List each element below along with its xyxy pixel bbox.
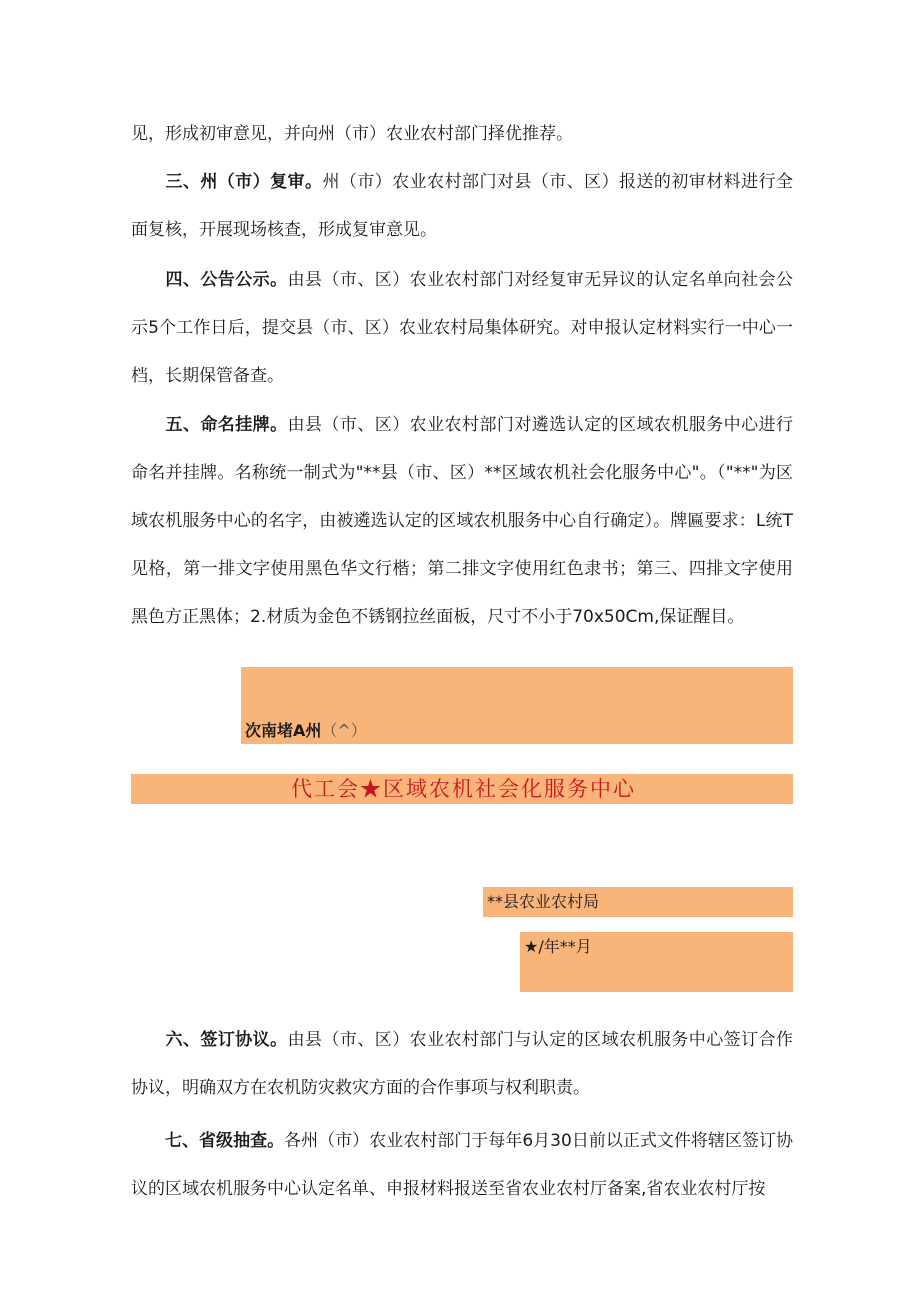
paragraph-section-7 [131,1117,793,1213]
paragraph-section-6 [131,1016,793,1112]
paragraph-section-5 [131,401,793,641]
section-7-body: 各州（市）农业农村部门于每年6月30日前以正式文件将辖区签订协议的区域农机服务中心认定名单、申报材料报送至省农业农村厅备案,省农业农村厅按 [131,1131,794,1199]
plaque-line-2 [131,774,793,804]
section-5-body: 由县（市、区）农业农村部门对遴选认定的区域农机服务中心进行命名并挂牌。名称统一制式为"**县（市、区）**区域农机社会化服务中心"。（"**"为区域农机服务中心的名字，由被遴选认定的区域农机服务中心自行确定）。牌匾要求：L统T见格，第一排文字使用黑色华文行楷；第二排文字使用红色隶书；第三、四排文字使用黑色方正黑体；2.材质为金色不锈钢拉丝面板，尺寸不小于70x50Cm,保证醒目。 [131,415,794,627]
section-6-heading: 六、签订协议。 [165,1030,288,1050]
paragraph-body: 见，形成初审意见，并向州（市）农业农村部门择优推荐。 [131,124,573,144]
section-4-body: 由县（市、区）农业农村部门对经复审无异议的认定名单向社会公示5个工作日后，提交县（市、区）农业农村局集体研究。对申报认定材料实行一中心一档，长期保管备查。 [131,270,794,386]
paragraph-review-continuation [131,110,793,158]
paragraph-section-4 [131,256,793,400]
section-3-body: 州（市）农业农村部门对县（市、区）报送的初审材料进行全面复核，开展现场核查，形成复审意见。 [131,172,794,240]
paragraph-section-3 [131,158,793,254]
plaque-line-1 [241,667,793,744]
section-4-heading: 四、公告公示。 [165,270,288,290]
plaque-line-1-text: 次南堵A州 [245,721,322,740]
plaque-line-1-suffix: （^） [321,721,367,740]
plaque-line-3 [483,887,793,917]
plaque-line-4 [520,932,793,992]
section-7-heading: 七、省级抽查。 [165,1131,285,1151]
plaque-line-3-text: **县农业农村局 [487,892,600,911]
section-3-heading: 三、州（市）复审。 [165,172,323,192]
plaque-line-2-text: 代工会★区域农机社会化服务中心 [291,777,636,801]
section-6-body: 由县（市、区）农业农村部门与认定的区域农机服务中心签订合作协议，明确双方在农机防灾救灾方面的合作事项与权利职责。 [131,1030,794,1098]
plaque-line-4-text: ★/年**月 [524,937,592,956]
section-5-heading: 五、命名挂牌。 [165,415,288,435]
